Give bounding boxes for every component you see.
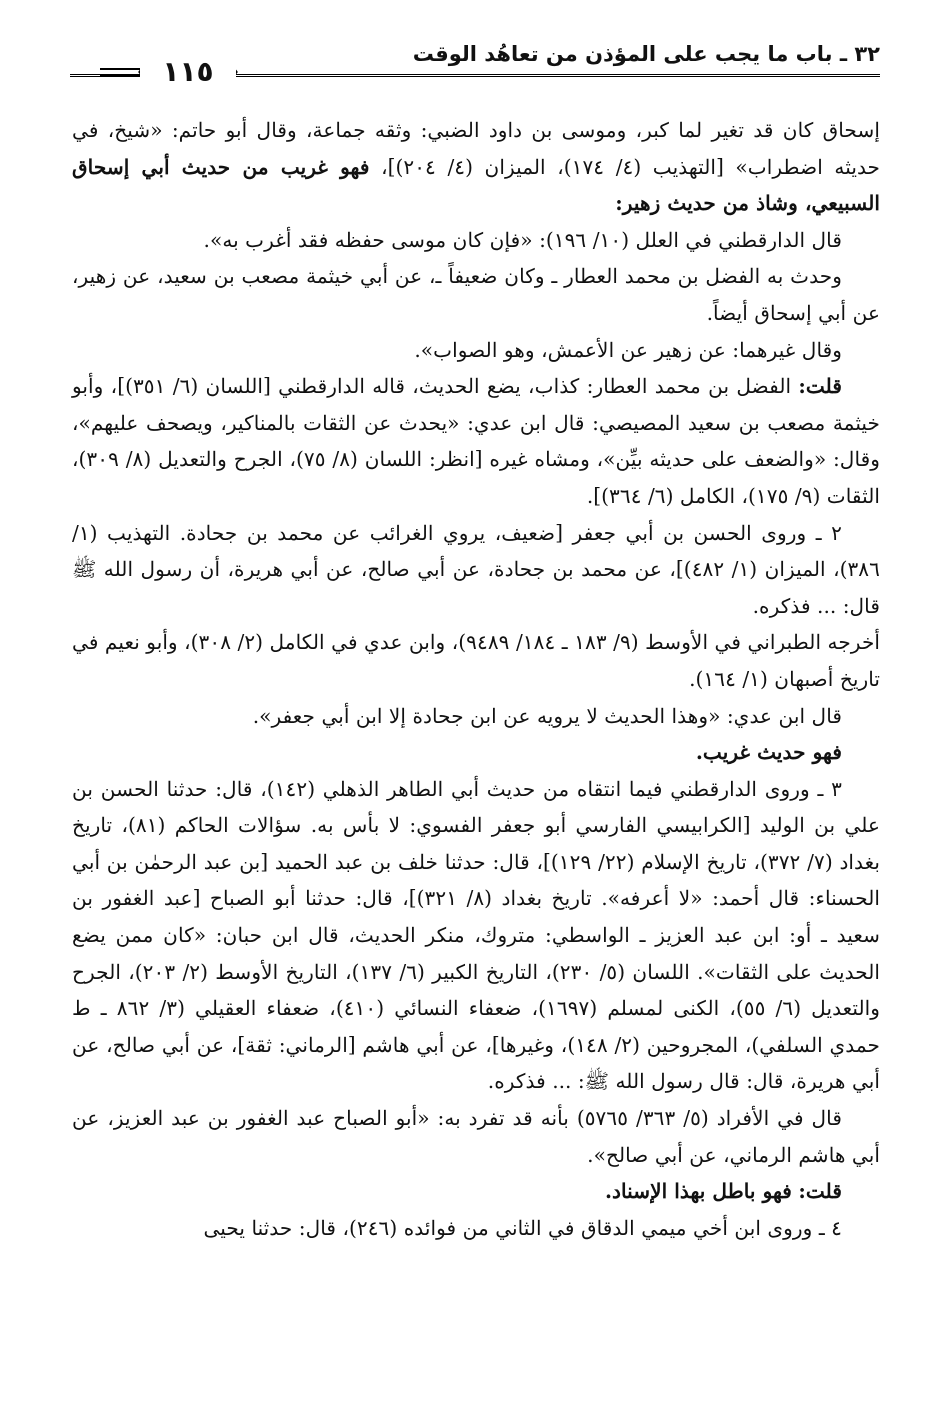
text-run: وحدث به الفضل بن محمد العطار ـ وكان ضعيفاً ـ، عن أبي خيثمة مصعب بن سعيد، عن زهير، عن أبي إسحاق أيضاً. <box>72 264 880 325</box>
paragraph <box>72 515 880 625</box>
page-header <box>70 30 880 96</box>
paragraph <box>72 1173 880 1210</box>
text-run: قال في الأفراد (٥/ ٣٦٣/ ٥٧٦٥) بأنه قد تفرد به: «أبو الصباح عبد الغفور بن عبد العزيز، عن أبي هاشم الرماني، عن أبي صالح». <box>72 1106 880 1167</box>
text-run: ٣ ـ وروى الدارقطني فيما انتقاه من حديث أبي الطاهر الذهلي (١٤٢)، قال: حدثنا الحسن بن علي بن الوليد [الكرابيسي الفارسي أبو جعفر الفسوي: لا بأس به. سؤالات الحاكم (٨١)، تاريخ بغداد (٧/ ٣٧٢)، تاريخ الإسلام (٢٢/ ١٢٩)]، قال: حدثنا خلف بن عبد الحميد [بن عبد الرحمٰن بن أبي الحسناء: قال أحمد: «لا أعرفه». تاريخ بغداد (٨/ ٣٢١)]، قال: حدثنا أبو الصباح [عبد الغفور بن سعيد ـ أو: ابن عبد العزيز ـ الواسطي: متروك، منكر الحديث، قال ابن حبان: «كان ممن يضع الحديث على الثقات». اللسان (٥/ ٢٣٠)، التاريخ الكبير (٦/ ١٣٧)، التاريخ الأوسط (٢/ ٢٠٣)، الجرح والتعديل (٦/ ٥٥)، الكنى لمسلم (١٦٩٧)، ضعفاء النسائي (٤١٠)، ضعفاء العقيلي (٣/ ٨٦٢ ـ ط حمدي السلفي)، المجروحين (٢/ ١٤٨)، وغيرها]، عن أبي هاشم [الرماني: ثقة]، عن أبي صالح، عن أبي هريرة، قال: قال رسول الله ﷺ: ... فذكره. <box>72 776 881 1094</box>
paragraph <box>72 258 880 331</box>
bold-text-run: قلت: <box>798 374 842 399</box>
paragraph <box>72 112 880 222</box>
main-text <box>72 112 880 1246</box>
paragraph <box>72 624 880 697</box>
paragraph <box>72 222 880 259</box>
paragraph <box>72 1100 880 1173</box>
paragraph <box>72 368 880 514</box>
page-number: ١١٥ <box>140 50 236 94</box>
text-run: إسحاق كان قد تغير لما كبر، وموسى بن داود الضبي: وثقه جماعة، وقال أبو حاتم: «شيخ، في حديثه اضطراب» [التهذيب (٤/ ١٧٤)، الميزان (٤/ ٢٠٤)]، <box>72 118 881 179</box>
page-number-ornament <box>100 50 276 94</box>
bold-text-run: قلت: <box>798 1179 842 1204</box>
paragraph <box>72 771 880 1100</box>
paragraph <box>72 698 880 735</box>
text-run: ٤ ـ وروى ابن أخي ميمي الدقاق في الثاني من فوائده (٢٤٦)، قال: حدثنا يحيى <box>203 1215 842 1240</box>
text-run: ٢ ـ وروى الحسن بن أبي جعفر [ضعيف، يروي الغرائب عن محمد بن جحادة. التهذيب (١/ ٣٨٦)، الميزان (١/ ٤٨٢)]، عن محمد بن جحادة، عن أبي صالح، عن أبي هريرة، أن رسول الله ﷺ قال: ... فذكره. <box>72 520 880 618</box>
paragraph <box>72 332 880 369</box>
text-run: أخرجه الطبراني في الأوسط (٩/ ١٨٣ ـ ١٨٤/ ٩٤٨٩)، وابن عدي في الكامل (٢/ ٣٠٨)، وأبو نعيم في تاريخ أصبهان (١/ ١٦٤). <box>72 630 881 691</box>
bold-text-run: فهو باطل بهذا الإسناد. <box>604 1179 792 1204</box>
text-run: وقال غيرهما: عن زهير عن الأعمش، وهو الصواب». <box>414 337 842 362</box>
bold-text-run: فهو حديث غريب. <box>695 740 842 765</box>
text-run: الفضل بن محمد العطار: كذاب، يضع الحديث، قاله الدارقطني [اللسان (٦/ ٣٥١)]، وأبو خيثمة مصعب بن سعيد المصيصي: قال ابن عدي: «يحدث عن الثقات بالمناكير، ويصحف عليهم»، وقال: «والضعف على حديثه بيِّن»، ومشاه غيره [انظر: اللسان (٨/ ٧٥)، الجرح والتعديل (٨/ ٣٠٩)، الثقات (٩/ ١٧٥)، الكامل (٦/ ٣٦٤)]. <box>72 374 880 508</box>
text-run: قال الدارقطني في العلل (١٠/ ١٩٦): «فإن كان موسى حفظه فقد أغرب به». <box>203 227 842 252</box>
text-run: قال ابن عدي: «وهذا الحديث لا يرويه عن ابن جحادة إلا ابن أبي جعفر». <box>252 703 842 728</box>
paragraph <box>72 734 880 771</box>
bold-text-run: فهو غريب من حديث أبي إسحاق السبيعي، وشاذ من حديث زهير: <box>72 154 880 216</box>
paragraph <box>72 1210 880 1247</box>
chapter-title: ٣٢ ـ باب ما يجب على المؤذن من تعاهُد الوقت <box>412 42 880 66</box>
